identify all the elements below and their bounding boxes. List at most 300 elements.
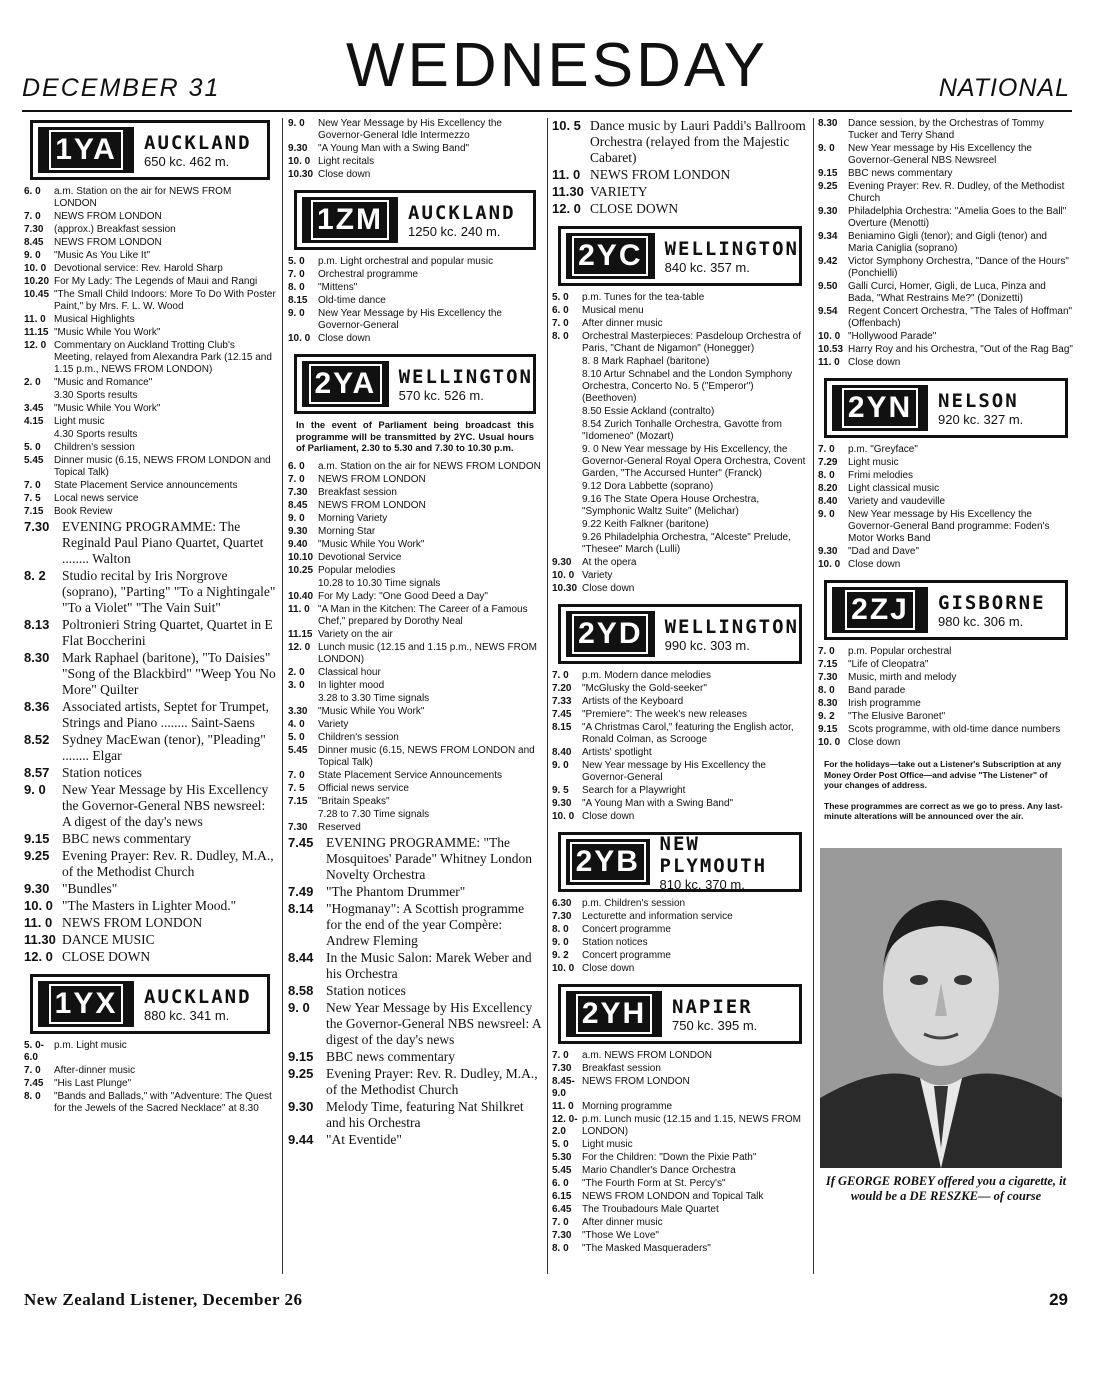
schedule-description: Close down: [848, 737, 901, 748]
schedule-description: Official news service: [318, 782, 409, 794]
header-rule: [22, 110, 1072, 112]
schedule-description: After dinner music: [582, 1217, 663, 1228]
schedule-item: [24, 250, 276, 262]
schedule-time: 5. 0-6.0: [24, 1040, 45, 1063]
schedule-time: 2. 0: [24, 377, 41, 388]
schedule-2yn: [818, 444, 1074, 571]
schedule-description: "Music While You Work": [318, 538, 425, 550]
schedule-time: 8. 0: [818, 470, 835, 481]
schedule-time: 7. 0: [552, 1050, 569, 1061]
schedule-item: [288, 282, 542, 294]
schedule-time: 5. 0: [552, 1139, 569, 1150]
schedule-time: 9. 5: [552, 785, 569, 796]
schedule-item: [24, 429, 276, 441]
station-frequency: 920 kc. 327 m.: [938, 411, 1024, 427]
schedule-description: Close down: [848, 559, 901, 570]
schedule-description: Beniamino Gigli (tenor); and Gigli (tenor) and Maria Caniglia (soprano): [848, 231, 1047, 254]
schedule-description: Dance music by Lauri Paddi's Ballroom Orchestra (relayed from the Majestic Cabaret): [590, 118, 806, 165]
schedule-2yh: [552, 1050, 808, 1255]
schedule-time: 11. 0: [552, 167, 581, 182]
station-city: NELSON: [938, 389, 1019, 412]
schedule-time: 7.30: [552, 911, 572, 922]
schedule-time: 5.45: [288, 744, 308, 756]
station-logo: 1YA: [38, 127, 134, 173]
schedule-time: [552, 356, 582, 368]
schedule-description: "Premiere": The week's new releases: [582, 709, 748, 720]
schedule-description: Melody Time, featuring Nat Shilkret and his Orchestra: [326, 1098, 524, 1130]
schedule-time: 8.15: [552, 722, 572, 733]
schedule-time: 5. 0: [24, 442, 41, 453]
schedule-description: Old-time dance: [318, 295, 386, 306]
schedule-item: [24, 650, 276, 698]
schedule-item: [552, 583, 808, 595]
schedule-description: New Year Message by His Excellency the Governor-General Idle Intermezzo: [318, 118, 502, 141]
schedule-item: [552, 950, 808, 962]
schedule-description: "The Fourth Form at St. Percy's": [582, 1178, 726, 1189]
station-city: GISBORNE: [938, 591, 1046, 614]
schedule-item: [288, 783, 542, 795]
schedule-description: New Year message by His Excellency the Governor-General NBS Newsreel: [848, 143, 1032, 166]
schedule-time: 10. 0: [818, 737, 841, 748]
schedule-time: 8. 0: [552, 924, 569, 935]
schedule-item: [24, 442, 276, 454]
schedule-item: [552, 747, 808, 759]
station-header-2zj: [824, 580, 1068, 640]
schedule-time: 9.42: [818, 256, 838, 267]
schedule-item: [818, 168, 1074, 180]
schedule-time: 7.15: [24, 506, 44, 517]
schedule-description: "Music While You Work": [54, 327, 161, 338]
schedule-item: [288, 143, 542, 155]
schedule-description: Close down: [582, 583, 635, 594]
schedule-time: 11. 0: [24, 314, 46, 325]
column-4: [818, 118, 1074, 1276]
schedule-time: [552, 419, 582, 443]
advertisement-photo: [820, 848, 1062, 1168]
schedule-time: 7.30: [552, 1063, 572, 1074]
schedule-description: CLOSE DOWN: [62, 949, 151, 964]
schedule-2ya: [288, 461, 542, 1148]
schedule-2ya-cont: [552, 118, 808, 217]
schedule-time: 9. 0: [552, 760, 569, 771]
schedule-time: 8.30: [24, 650, 50, 665]
schedule-description: "Hollywood Parade": [848, 331, 937, 342]
schedule-description: 9.12 Dora Labbette (soprano): [582, 481, 714, 492]
station-frequency: 650 kc. 462 m.: [144, 153, 230, 169]
schedule-description: Close down: [582, 963, 635, 974]
schedule-time: 11. 0: [24, 915, 53, 930]
station-header-1yx: [30, 974, 270, 1034]
schedule-time: 7. 5: [288, 782, 305, 794]
schedule-item: [818, 711, 1074, 723]
schedule-item: [818, 206, 1074, 230]
schedule-time: [24, 429, 54, 441]
schedule-item: [24, 932, 276, 948]
schedule-item: [288, 693, 542, 705]
schedule-description: Light music: [54, 416, 105, 427]
schedule-description: Morning programme: [582, 1101, 673, 1112]
schedule-time: [24, 390, 54, 402]
schedule-item: [552, 494, 808, 518]
schedule-item: [288, 295, 542, 307]
schedule-time: 9.30: [288, 525, 308, 537]
schedule-time: 7. 0: [552, 1217, 569, 1228]
schedule-time: 8.15: [288, 295, 308, 306]
schedule-time: 5.45: [24, 455, 44, 466]
schedule-item: [288, 269, 542, 281]
schedule-item: [24, 276, 276, 288]
schedule-description: "Life of Cleopatra": [848, 659, 929, 670]
schedule-item: [552, 557, 808, 569]
schedule-item: [552, 1178, 808, 1190]
schedule-item: [288, 1000, 542, 1048]
schedule-item: [818, 143, 1074, 167]
schedule-time: 7.29: [818, 457, 838, 468]
station-city: AUCKLAND: [408, 201, 516, 224]
schedule-description: New Year message by His Excellency the Governor-General: [582, 760, 766, 783]
schedule-item: [24, 1040, 276, 1064]
schedule-item: [24, 224, 276, 236]
schedule-item: [24, 949, 276, 965]
schedule-description: "McGlusky the Gold-seeker": [582, 683, 707, 694]
schedule-description: 10.28 to 10.30 Time signals: [318, 577, 441, 589]
schedule-item: [24, 455, 276, 479]
schedule-item: [818, 685, 1074, 697]
schedule-description: Galli Curci, Homer, Gigli, de Luca, Pinza and Bada, "What Restrains Me?" (Donizetti): [848, 281, 1046, 304]
schedule-item: [552, 406, 808, 418]
schedule-description: EVENING PROGRAMME: The Reginald Paul Piano Quartet, Quartet ........ Walton: [62, 519, 264, 566]
schedule-time: 7.45: [288, 834, 314, 850]
schedule-description: "The Elusive Baronet": [848, 711, 946, 722]
schedule-description: p.m. Lunch music (12.15 and 1.15, NEWS FROM LONDON): [582, 1114, 801, 1137]
schedule-time: 9.15: [818, 724, 838, 735]
schedule-description: Light music: [848, 457, 899, 468]
schedule-description: Orchestral Masterpieces: Pasdeloup Orchestra of Paris, "Chant de Nigamon" (Honegger): [582, 331, 801, 354]
station-logo: 2YC: [566, 233, 655, 279]
schedule-item: [288, 983, 542, 999]
schedule-time: 8.45: [288, 499, 308, 511]
schedule-time: 10. 0: [818, 559, 841, 570]
station-frequency: 810 kc. 370 m.: [659, 876, 745, 892]
schedule-time: [288, 693, 318, 705]
schedule-time: 8.36: [24, 699, 50, 714]
station-frequency: 980 kc. 306 m.: [938, 613, 1024, 629]
schedule-description: Light recitals: [318, 156, 375, 167]
schedule-description: p.m. Tunes for the tea-table: [582, 292, 705, 303]
schedule-description: Devotional service: Rev. Harold Sharp: [54, 263, 223, 274]
schedule-description: Associated artists, Septet for Trumpet, Strings and Piano ........ Saint-Saens: [62, 699, 269, 730]
station-city: WELLINGTON: [664, 237, 799, 260]
schedule-description: "At Eventide": [326, 1131, 402, 1147]
schedule-item: [818, 118, 1074, 142]
schedule-item: [288, 745, 542, 769]
column-3: [552, 118, 808, 1276]
schedule-item: [818, 737, 1074, 749]
schedule-2yc: [552, 292, 808, 595]
schedule-time: 7. 0: [818, 444, 835, 455]
schedule-description: Close down: [582, 811, 635, 822]
schedule-description: Poltronieri String Quartet, Quartet in E Flat Boccherini: [62, 617, 273, 648]
schedule-time: 9.15: [24, 831, 50, 846]
schedule-item: [552, 318, 808, 330]
schedule-time: 10.30: [552, 583, 578, 594]
schedule-description: At the opera: [582, 557, 637, 568]
schedule-description: 9.22 Keith Falkner (baritone): [582, 519, 709, 530]
schedule-description: a.m. Station on the air for NEWS FROM LONDON: [318, 460, 541, 472]
schedule-description: Evening Prayer: Rev. R. Dudley, of the Methodist Church: [848, 181, 1065, 204]
schedule-time: 9.44: [288, 1131, 314, 1147]
schedule-description: p.m. Children's session: [582, 898, 686, 909]
schedule-item: [24, 390, 276, 402]
schedule-item: [818, 559, 1074, 571]
schedule-item: [818, 331, 1074, 343]
schedule-item: [24, 480, 276, 492]
station-header-1zm: [294, 190, 536, 250]
station-logo: 2ZJ: [832, 587, 928, 633]
schedule-time: 10. 0: [552, 811, 575, 822]
schedule-item: [24, 377, 276, 389]
column-divider: [282, 118, 283, 1274]
schedule-time: 8.30: [818, 118, 838, 129]
schedule-item: [818, 231, 1074, 255]
schedule-description: NEWS FROM LONDON: [318, 499, 426, 511]
schedule-time: 10. 5: [552, 118, 581, 133]
schedule-description: Musical menu: [582, 305, 644, 316]
schedule-time: 9.54: [818, 306, 838, 317]
schedule-item: [288, 884, 542, 900]
schedule-description: Morning Star: [318, 525, 376, 537]
schedule-item: [818, 698, 1074, 710]
schedule-description: BBC news commentary: [848, 168, 953, 179]
schedule-item: [24, 765, 276, 781]
schedule-item: [552, 722, 808, 746]
schedule-time: 8.44: [288, 949, 314, 965]
schedule-time: 9.15: [818, 168, 838, 179]
subscription-note: For the holidays—take out a Listener's Subscription at any Money Order Post Office—and advise "The Listener" of your changes of address.: [824, 759, 1062, 790]
schedule-description: Lunch music (12.15 and 1.15 p.m., NEWS FROM LONDON): [318, 641, 537, 665]
schedule-description: Devotional Service: [318, 551, 402, 563]
schedule-description: Orchestral programme: [318, 269, 419, 280]
schedule-time: 10. 0: [288, 156, 311, 167]
schedule-description: Philadelphia Orchestra: "Amelia Goes to the Ball" Overture (Menotti): [848, 206, 1067, 229]
schedule-item: [552, 785, 808, 797]
schedule-time: 7. 0: [24, 211, 41, 222]
schedule-time: 7. 0: [288, 269, 305, 280]
schedule-description: Irish programme: [848, 698, 921, 709]
schedule-item: [24, 403, 276, 415]
schedule-time: 10.45: [24, 289, 50, 300]
schedule-description: Close down: [848, 357, 901, 368]
schedule-item: [818, 672, 1074, 684]
schedule-time: 9. 0: [818, 143, 835, 154]
schedule-description: Dinner music (6.15, NEWS FROM LONDON and Topical Talk): [54, 455, 271, 478]
schedule-time: 11.30: [24, 932, 56, 947]
schedule-description: p.m. Modern dance melodies: [582, 670, 711, 681]
schedule-item: [552, 532, 808, 556]
schedule-time: 12. 0: [24, 340, 47, 351]
schedule-description: p.m. Popular orchestral: [848, 646, 952, 657]
station-header-2yn: [824, 378, 1068, 438]
station-header-1ya: [30, 120, 270, 180]
column-divider: [547, 118, 548, 1274]
schedule-description: 7.28 to 7.30 Time signals: [318, 808, 430, 820]
schedule-description: New Year Message by His Excellency the Governor-General NBS newsreel: A digest of the day's news: [326, 999, 541, 1047]
schedule-description: 9.16 The State Opera House Orchestra, "Symphonic Waltz Suite" (Melichar): [582, 494, 760, 517]
schedule-description: 8.50 Essie Ackland (contralto): [582, 406, 715, 417]
schedule-item: [24, 617, 276, 649]
schedule-time: 7.20: [552, 683, 572, 694]
schedule-item: [552, 1230, 808, 1242]
schedule-item: [552, 963, 808, 975]
schedule-time: [288, 809, 318, 821]
schedule-item: [552, 811, 808, 823]
schedule-item: [24, 699, 276, 731]
schedule-item: [24, 782, 276, 830]
schedule-item: [552, 419, 808, 443]
schedule-description: Morning Variety: [318, 512, 388, 524]
schedule-time: 9.25: [818, 181, 838, 192]
schedule-time: 8.45: [24, 237, 44, 248]
schedule-time: 9.30: [288, 1098, 314, 1114]
schedule-item: [288, 629, 542, 641]
schedule-time: 9. 0: [288, 999, 310, 1015]
schedule-item: [552, 305, 808, 317]
schedule-description: 8.10 Artur Schnabel and the London Symphony Orchestra, Concerto No. 5 ("Emperor") (Beethoven): [582, 369, 793, 404]
schedule-item: [552, 670, 808, 682]
schedule-time: [552, 369, 582, 405]
schedule-description: Close down: [318, 333, 371, 344]
schedule-item: [24, 186, 276, 210]
schedule-item: [24, 314, 276, 326]
schedule-description: Scots programme, with old-time dance numbers: [848, 724, 1061, 735]
schedule-item: [552, 1243, 808, 1255]
schedule-description: p.m. "Greyface": [848, 444, 918, 455]
station-city: WELLINGTON: [398, 365, 533, 388]
schedule-description: For the Children: "Down the Pixie Path": [582, 1152, 757, 1163]
schedule-item: [552, 898, 808, 910]
schedule-description: Dance session, by the Orchestras of Tommy Tucker and Terry Shand: [848, 118, 1045, 141]
schedule-time: 10. 0: [24, 263, 47, 274]
schedule-description: State Placement Service Announcements: [318, 769, 502, 781]
schedule-time: 8.13: [24, 617, 50, 632]
schedule-description: Book Review: [54, 506, 113, 517]
schedule-item: [24, 831, 276, 847]
schedule-description: "Britain Speaks": [318, 795, 390, 807]
station-frequency: 570 kc. 526 m.: [398, 387, 484, 403]
schedule-description: 9.26 Philadelphia Orchestra, "Alceste" Prelude, "Thesee" March (Lulli): [582, 532, 791, 555]
schedule-time: 5. 0: [288, 256, 305, 267]
schedule-item: [552, 201, 808, 217]
schedule-item: [552, 911, 808, 923]
schedule-description: "Music As You Like It": [54, 250, 151, 261]
schedule-time: 10. 0: [552, 570, 575, 581]
schedule-time: 9.30: [818, 546, 838, 557]
schedule-time: 7.30: [288, 821, 308, 833]
schedule-item: [288, 604, 542, 628]
schedule-description: "The Masters in Lighter Mood.": [62, 898, 237, 913]
schedule-item: [288, 474, 542, 486]
schedule-description: BBC news commentary: [62, 831, 191, 846]
station-frequency: 880 kc. 341 m.: [144, 1007, 230, 1023]
schedule-description: Close down: [318, 169, 371, 180]
schedule-time: 8.20: [818, 483, 838, 494]
schedule-description: Reserved: [318, 821, 361, 833]
schedule-time: 7.33: [552, 696, 572, 707]
schedule-item: [552, 1076, 808, 1100]
schedule-description: Artists' spotlight: [582, 747, 652, 758]
parliament-notice: In the event of Parliament being broadcast this programme will be transmitted by 2YC. Usual hours of Parliament, 2.30 to 5.30 and 7.30 to 10.30 p.m.: [296, 420, 534, 454]
schedule-time: 11. 0: [818, 357, 840, 368]
schedule-item: [552, 118, 808, 166]
schedule-item: [552, 481, 808, 493]
schedule-item: [288, 578, 542, 590]
schedule-time: 7.30: [24, 224, 44, 235]
schedule-time: 9.40: [288, 538, 308, 550]
schedule-time: 6.15: [552, 1191, 572, 1202]
schedule-item: [818, 509, 1074, 545]
schedule-time: 9.30: [288, 143, 308, 154]
schedule-time: 7.49: [288, 883, 314, 899]
schedule-item: [552, 937, 808, 949]
schedule-description: Studio recital by Iris Norgrove (soprano), "Parting" "To a Nightingale" "To a Violet" "The Vain Suit": [62, 568, 276, 615]
schedule-time: 8.40: [552, 747, 572, 758]
schedule-1zm: [288, 256, 542, 345]
station-frequency: 840 kc. 357 m.: [664, 259, 750, 275]
schedule-time: 10.40: [288, 590, 314, 602]
schedule-item: [288, 719, 542, 731]
schedule-description: "A Man in the Kitchen: The Career of a Famous Chef," prepared by Dorothy Neal: [318, 603, 528, 627]
schedule-description: NEWS FROM LONDON: [54, 211, 162, 222]
schedule-time: 7. 0: [552, 670, 569, 681]
schedule-description: Variety and vaudeville: [848, 496, 946, 507]
schedule-time: 8.45-9.0: [552, 1076, 575, 1099]
schedule-description: Search for a Playwright: [582, 785, 686, 796]
schedule-time: 7.30: [288, 486, 308, 498]
schedule-description: p.m. Light music: [54, 1040, 127, 1051]
schedule-description: Breakfast session: [582, 1063, 661, 1074]
schedule-item: [24, 881, 276, 897]
schedule-description: Sydney MacEwan (tenor), "Pleading" ........ Elgar: [62, 732, 266, 763]
schedule-item: [552, 1101, 808, 1113]
schedule-item: [552, 709, 808, 721]
schedule-description: Children's session: [54, 442, 135, 453]
schedule-item: [288, 565, 542, 577]
advertisement-caption: If GEORGE ROBEY offered you a cigarette, it would be a DE RESZKE— of course: [825, 1173, 1067, 1203]
schedule-description: "A Christmas Carol," featuring the English actor, Ronald Colman, as Scrooge: [582, 722, 794, 745]
schedule-description: 3.28 to 3.30 Time signals: [318, 692, 430, 704]
schedule-item: [552, 1063, 808, 1075]
schedule-time: 7.45: [24, 1078, 44, 1089]
schedule-item: [552, 924, 808, 936]
station-frequency: 1250 kc. 240 m.: [408, 223, 501, 239]
station-header-2yd: [558, 604, 802, 664]
schedule-time: 3.45: [24, 403, 44, 414]
schedule-description: NEWS FROM LONDON and Topical Talk: [582, 1191, 764, 1202]
schedule-time: 8.40: [818, 496, 838, 507]
schedule-item: [24, 915, 276, 931]
schedule-time: 12. 0: [552, 201, 581, 216]
schedule-item: [288, 822, 542, 834]
schedule-item: [818, 357, 1074, 369]
schedule-item: [552, 1204, 808, 1216]
schedule-description: CLOSE DOWN: [590, 201, 679, 216]
schedule-description: "Dad and Dave": [848, 546, 920, 557]
schedule-time: [552, 532, 582, 556]
schedule-item: [818, 344, 1074, 356]
schedule-item: [24, 263, 276, 275]
schedule-description: Artists of the Keyboard: [582, 696, 684, 707]
schedule-item: [552, 184, 808, 200]
